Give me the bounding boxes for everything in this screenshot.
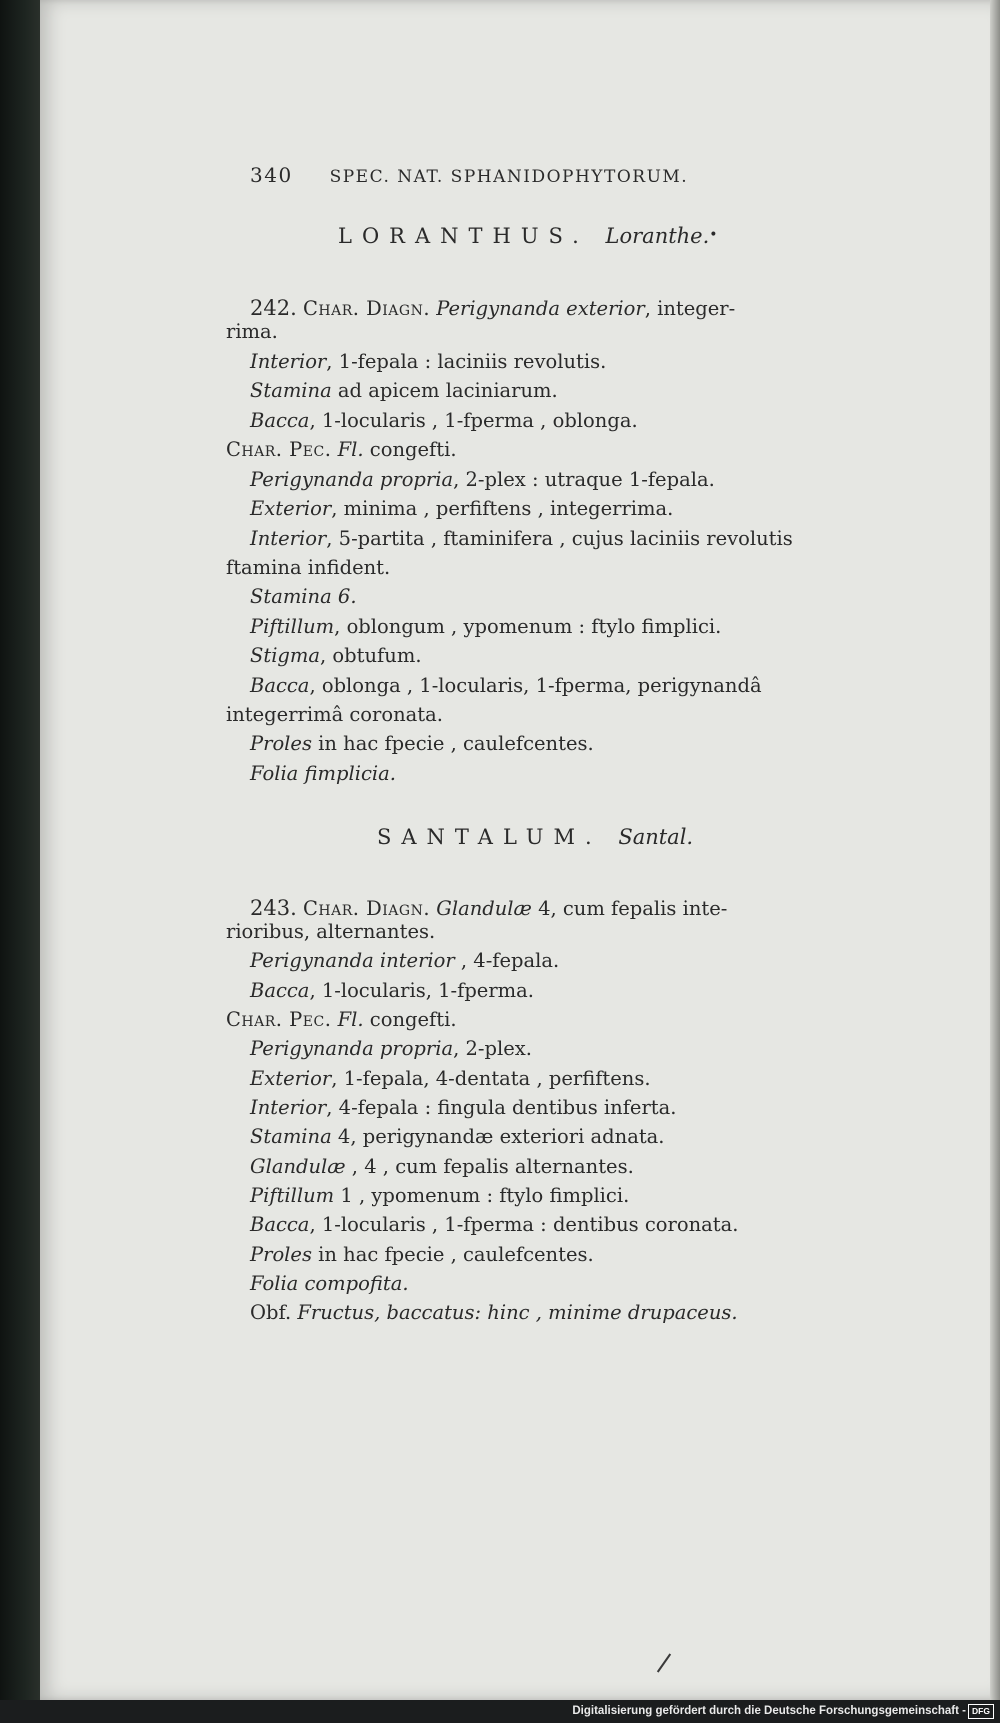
text-line: Char. Pec. Fl. congefti. [226, 1008, 457, 1031]
text-line: Obf. Fructus, baccatus: hinc , minime drupaceus. [250, 1301, 738, 1324]
page-edge [990, 0, 1000, 1700]
text-line: Exterior, 1-fepala, 4-dentata , perfiftens. [250, 1067, 651, 1090]
text-line: Exterior, minima , perfiftens , integerrima. [250, 497, 674, 520]
footer-text: Digitalisierung gefördert durch die Deutsche Forschungsgemeinschaft - [572, 1705, 966, 1717]
text-line: rima. [226, 320, 278, 343]
text-line: 242. Char. Diagn. Perigynanda exterior, integer- [250, 296, 736, 320]
text-line: Proles in hac fpecie , caulefcentes. [250, 1243, 594, 1266]
page-number: 340 [250, 163, 293, 187]
text-line: Stamina 4, perigynandæ exteriori adnata. [250, 1125, 665, 1148]
text-line: Stamina ad apicem laciniarum. [250, 379, 558, 402]
text-line: Perigynanda propria, 2-plex. [250, 1037, 532, 1060]
genus-heading-loranthus: LORANTHUS. Loranthe.• [338, 224, 718, 248]
dfg-logo-icon: DFG [968, 1704, 994, 1719]
text-line: Interior, 4-fepala : fingula dentibus inferta. [250, 1096, 677, 1119]
running-title: SPEC. NAT. SPHANIDOPHYTORUM. [329, 167, 689, 187]
text-line: Perigynanda interior , 4-fepala. [250, 949, 560, 972]
text-line: Piftillum, oblongum , ypomenum : ftylo fimplici. [250, 615, 722, 638]
digitization-footer [0, 1700, 1000, 1723]
text-line: Bacca, oblonga , 1-locularis, 1-fperma, perigynandâ [250, 674, 762, 697]
text-line: Stigma, obtufum. [250, 644, 422, 667]
text-line: 243. Char. Diagn. Glandulæ 4, cum fepalis inte- [250, 896, 728, 920]
book-page [40, 0, 998, 1700]
text-line: Folia fimplicia. [250, 762, 396, 785]
text-line: Bacca, 1-locularis , 1-fperma : dentibus coronata. [250, 1213, 739, 1236]
text-line: Proles in hac fpecie , caulefcentes. [250, 732, 594, 755]
text-line: Stamina 6. [250, 585, 357, 608]
text-line: Interior, 1-fepala : laciniis revolutis. [250, 350, 607, 373]
text-line: ftamina infident. [226, 556, 391, 579]
text-line: Perigynanda propria, 2-plex : utraque 1-fepala. [250, 468, 715, 491]
running-header [250, 165, 688, 186]
text-line: Interior, 5-partita , ftaminifera , cujus laciniis revolutis [250, 527, 793, 550]
text-line: Bacca, 1-locularis , 1-fperma , oblonga. [250, 409, 638, 432]
text-line: Piftillum 1 , ypomenum : ftylo fimplici. [250, 1184, 630, 1207]
text-line: Bacca, 1-locularis, 1-fperma. [250, 979, 534, 1002]
genus-heading-santalum: SANTALUM. Santal. [377, 825, 694, 849]
text-line: integerrimâ coronata. [226, 703, 443, 726]
text-line: Char. Pec. Fl. congefti. [226, 438, 457, 461]
text-line: rioribus, alternantes. [226, 920, 436, 943]
text-line: Glandulæ , 4 , cum fepalis alternantes. [250, 1155, 634, 1178]
book-spine [0, 0, 40, 1723]
text-line: Folia compofita. [250, 1272, 409, 1295]
